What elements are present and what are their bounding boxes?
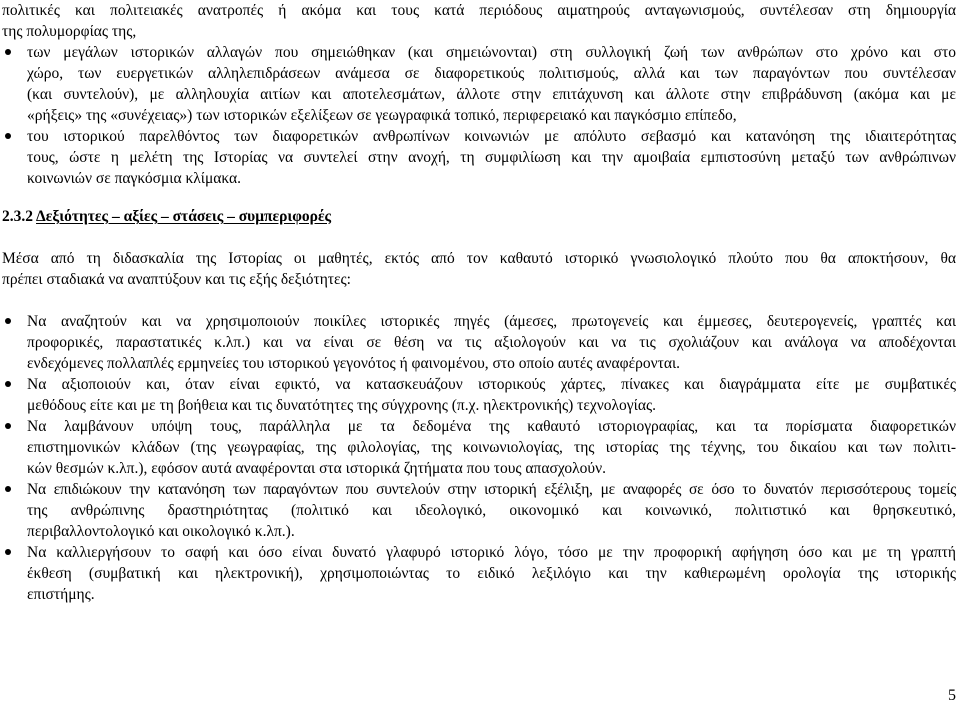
skill-line: της ανθρώπινης δραστηριότητας (πολιτικό και ιδεολογικό, οικονομικό και κοινωνικό, πολιτιστικό και θρησκευτικό, [27,502,956,519]
intro-line: Μέσα από τη διδασκαλία της Ιστορίας οι μαθητές, εκτός από τον καθαυτό ιστορικό γνωσιολογικό πλούτο που θα αποκτήσουν, θα [2,250,956,267]
skill-line: Να αναζητούν και να χρησιμοποιούν ποικίλες ιστορικές πηγές (άμεσες, πρωτογενείς και έμμεσες, δευτερογενείς, γραπτές και [27,313,956,330]
skill-line: μεθόδους είτε και με τη βοήθεια και τις δυνατότητες της σύγχρονης (π.χ. ηλεκτρονικής) τεχνολογίας. [27,397,656,414]
intro-line: πρέπει σταδιακά να αναπτύξουν και τις εξής δεξιότητες: [2,271,351,288]
skill-line: κών θεσμών κ.λπ.), εφόσον αυτά αναφέρονται στα ιστορικά ζητήματα που τους απασχολούν. [27,460,606,477]
body-line: της πολυμορφίας της, [2,23,137,40]
bullet-icon [2,479,16,500]
bullet-icon [2,126,16,147]
bullet-line: (και συντελούν), με αλληλουχία αιτίων και αποτελεσμάτων, άλλοτε στην επιτάχυνση και άλλοτε στην επιβράδυνση (ακόμα και με [27,86,956,103]
skill-line: Να αξιοποιούν και, όταν είναι εφικτό, να κατασκευάζουν ιστορικούς χάρτες, πίνακες και διαγράμματα είτε με συμβατικές [27,376,956,393]
bullet-line: κοινωνιών σε παγκόσμια κλίμακα. [27,170,242,187]
skill-line: επιστήμης. [27,586,95,603]
bullet-line: του ιστορικού παρελθόντος των διαφορετικών ανθρωπίνων κοινωνιών με απόλυτο σεβασμό και κατανόηση της ιδιαιτερότητας [27,128,956,145]
skill-line: έκθεση (συμβατική και ηλεκτρονική), χρησιμοποιώντας το ειδικό λεξιλόγιο και την καθιερωμένη ορολογία της ιστορικής [27,565,956,582]
body-line: πολιτικές και πολιτειακές ανατροπές ή ακόμα και τους κατά περιόδους αιματηρούς ανταγωνισμούς, συντέλεσαν στη δημιουργία [2,2,956,19]
skill-line: επιστημονικών κλάδων (της γεωγραφίας, της φιλολογίας, της κοινωνιολογίας, της ιστορίας της τέχνης, του δικαίου και των πολιτι- [27,439,956,456]
skill-line: Να καλλιεργήσουν το σαφή και όσο είναι δυνατό γλαφυρό ιστορικό λόγο, τόσο με την προφορική αφήγηση όσο και με τη γραπτή [27,544,956,561]
bullet-line: χώρο, των ευεργετικών αλληλεπιδράσεων ανάμεσα σε διαφορετικούς πολιτισμούς, αλλά και των παραγόντων που συντέλεσαν [27,65,956,82]
bullet-icon [2,42,16,63]
skill-line: προφορικές, παραστατικές κ.λπ.) και να είναι σε θέση να τις αξιολογούν και να τις σχολιάζουν και ανάλογα να αποδέχονται [27,334,956,351]
section-number: 2.3.2 [2,208,37,225]
bullet-icon [2,416,16,437]
bullet-line: τους, ώστε η μελέτη της Ιστορίας να συντελεί στην ανοχή, τη συμφιλίωση και την αμοιβαία εμπιστοσύνη μεταξύ των ανθρώπινων [27,149,956,166]
page-number: 5 [948,687,956,704]
bullet-icon [2,542,16,563]
bullet-line: «ρήξεις» της «συνέχειας») των ιστορικών εξελίξεων σε γεωγραφικά τοπικό, περιφερειακό και παγκόσμιο επίπεδο, [27,107,737,124]
bullet-icon [2,374,16,395]
skill-line: περιβαλλοντολογικό και οικολογικό κ.λπ.). [27,523,295,540]
section-heading [2,206,331,227]
bullet-line: των μεγάλων ιστορικών αλλαγών που σημειώθηκαν (και σημειώνονται) στη συλλογική ζωή των ανθρώπων στο χρόνο και στο [27,44,956,61]
section-title: Δεξιότητες – αξίες – στάσεις – συμπεριφορές [36,208,332,225]
skill-line: Να λαμβάνουν υπόψη τους, παράλληλα με τα δεδομένα της καθαυτό ιστοριογραφίας, και τα πορίσματα διαφορετικών [27,418,956,435]
skill-line: Να επιδιώκουν την κατανόηση των παραγόντων που συντελούν στην ιστορική εξέλιξη, με αναφορές σε όσο το δυνατόν περισσότερους τομείς [27,481,956,498]
bullet-icon [2,311,16,332]
skill-line: ενδεχόμενες πολλαπλές ερμηνείες του ιστορικού γεγονότος ή φαινομένου, στο οποίο αυτές αναφέρονται. [27,355,681,372]
